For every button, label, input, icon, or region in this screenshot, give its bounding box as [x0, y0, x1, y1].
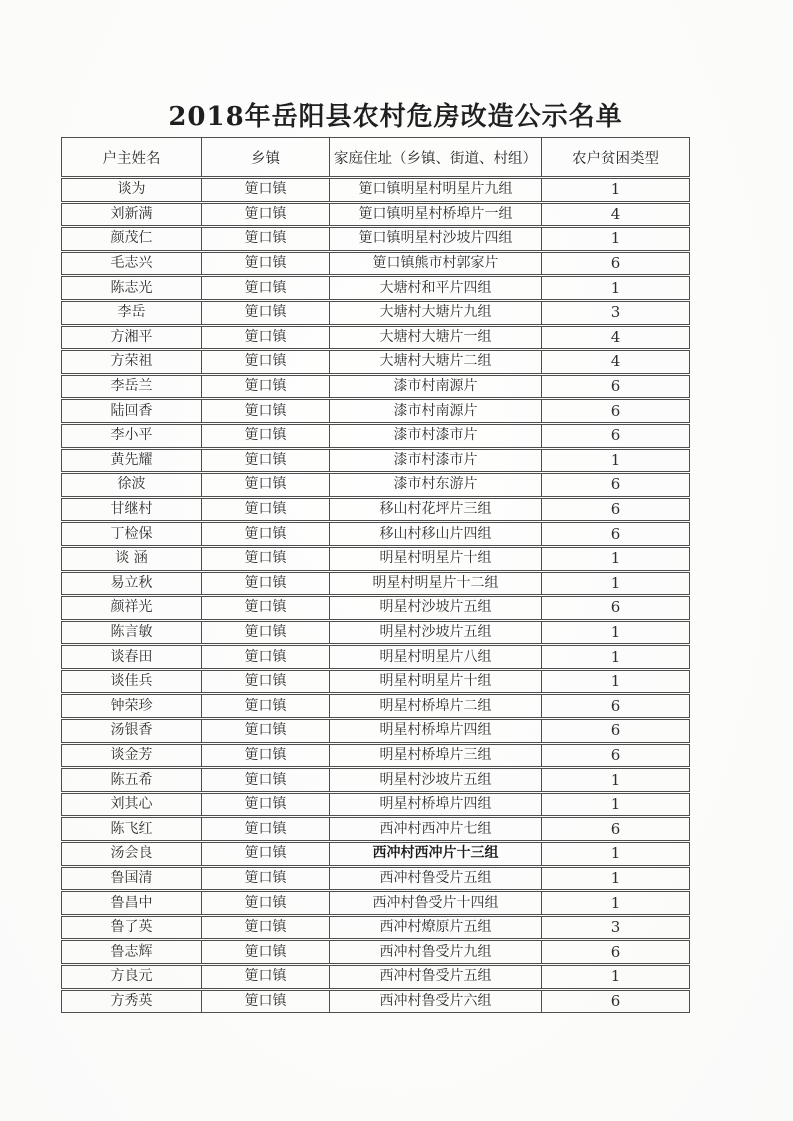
cell-town: 筻口镇 [202, 276, 330, 300]
cell-address: 明星村桥埠片二组 [330, 694, 542, 718]
cell-town: 筻口镇 [202, 227, 330, 251]
cell-name: 甘继村 [61, 498, 202, 522]
cell-town: 筻口镇 [202, 744, 330, 768]
cell-type: 6 [542, 473, 690, 497]
cell-name: 钟荣珍 [61, 694, 202, 718]
table-row [61, 473, 690, 497]
cell-name: 谈佳兵 [61, 670, 202, 694]
table-row [61, 252, 690, 276]
cell-town: 筻口镇 [202, 301, 330, 325]
cell-name: 陈飞红 [61, 817, 202, 841]
cell-town: 筻口镇 [202, 793, 330, 817]
table-row [61, 645, 690, 669]
cell-address: 移山村花坪片三组 [330, 498, 542, 522]
cell-name: 方湘平 [61, 326, 202, 350]
cell-address: 明星村明星片十二组 [330, 572, 542, 596]
cell-town: 筻口镇 [202, 326, 330, 350]
cell-address: 明星村明星片十组 [330, 670, 542, 694]
cell-address: 筻口镇熊市村郭家片 [330, 252, 542, 276]
cell-address: 明星村桥埠片四组 [330, 719, 542, 743]
table-row [61, 768, 690, 792]
cell-address: 大塘村大塘片九组 [330, 301, 542, 325]
cell-town: 筻口镇 [202, 350, 330, 374]
table-row [61, 203, 690, 227]
cell-town: 筻口镇 [202, 990, 330, 1014]
table-row [61, 596, 690, 620]
cell-address: 大塘村大塘片一组 [330, 326, 542, 350]
cell-address: 明星村沙坡片五组 [330, 621, 542, 645]
cell-address: 西冲村鲁受片五组 [330, 867, 542, 891]
table-row [61, 793, 690, 817]
cell-town: 筻口镇 [202, 916, 330, 940]
table-row [61, 178, 690, 202]
table-row [61, 301, 690, 325]
table-row [61, 670, 690, 694]
table-row [61, 326, 690, 350]
header-home-address: 家庭住址（乡镇、街道、村组） [330, 137, 542, 177]
cell-town: 筻口镇 [202, 178, 330, 202]
table-row [61, 449, 690, 473]
cell-type: 6 [542, 399, 690, 423]
cell-address: 筻口镇明星村明星片九组 [330, 178, 542, 202]
cell-type: 1 [542, 793, 690, 817]
table-row [61, 940, 690, 964]
cell-type: 1 [542, 645, 690, 669]
cell-town: 筻口镇 [202, 399, 330, 423]
cell-name: 鲁志辉 [61, 940, 202, 964]
cell-address: 明星村桥埠片三组 [330, 744, 542, 768]
table-row [61, 916, 690, 940]
header-householder-name: 户主姓名 [61, 137, 202, 177]
cell-address: 西冲村鲁受片五组 [330, 965, 542, 989]
cell-address: 漆市村漆市片 [330, 449, 542, 473]
cell-address: 筻口镇明星村桥埠片一组 [330, 203, 542, 227]
cell-address: 明星村桥埠片四组 [330, 793, 542, 817]
cell-type: 3 [542, 916, 690, 940]
cell-type: 6 [542, 424, 690, 448]
cell-town: 筻口镇 [202, 449, 330, 473]
cell-address: 西冲村鲁受片六组 [330, 990, 542, 1014]
header-township: 乡镇 [202, 137, 330, 177]
cell-type: 1 [542, 227, 690, 251]
cell-town: 筻口镇 [202, 473, 330, 497]
table-row [61, 842, 690, 866]
cell-name: 颜茂仁 [61, 227, 202, 251]
cell-town: 筻口镇 [202, 842, 330, 866]
cell-type: 6 [542, 719, 690, 743]
cell-town: 筻口镇 [202, 375, 330, 399]
cell-town: 筻口镇 [202, 547, 330, 571]
cell-type: 1 [542, 572, 690, 596]
cell-town: 筻口镇 [202, 498, 330, 522]
cell-name: 谈 涵 [61, 547, 202, 571]
cell-address: 移山村移山片四组 [330, 522, 542, 546]
cell-town: 筻口镇 [202, 572, 330, 596]
table-header-row [61, 137, 690, 177]
cell-type: 6 [542, 498, 690, 522]
cell-name: 方良元 [61, 965, 202, 989]
cell-name: 毛志兴 [61, 252, 202, 276]
cell-type: 6 [542, 596, 690, 620]
cell-type: 6 [542, 744, 690, 768]
cell-name: 鲁国清 [61, 867, 202, 891]
table-row [61, 891, 690, 915]
table-row [61, 375, 690, 399]
cell-name: 颜祥光 [61, 596, 202, 620]
cell-type: 1 [542, 621, 690, 645]
cell-type: 1 [542, 547, 690, 571]
cell-type: 1 [542, 768, 690, 792]
table-row [61, 744, 690, 768]
cell-name: 谈为 [61, 178, 202, 202]
table-row [61, 276, 690, 300]
cell-address: 漆市村东游片 [330, 473, 542, 497]
table-row [61, 522, 690, 546]
header-poverty-type: 农户贫困类型 [542, 137, 690, 177]
cell-address: 明星村沙坡片五组 [330, 768, 542, 792]
page-title: 2018年岳阳县农村危房改造公示名单 [168, 102, 623, 132]
cell-type: 6 [542, 817, 690, 841]
cell-type: 1 [542, 965, 690, 989]
cell-name: 谈春田 [61, 645, 202, 669]
cell-type: 1 [542, 178, 690, 202]
cell-name: 鲁昌中 [61, 891, 202, 915]
cell-name: 刘其心 [61, 793, 202, 817]
cell-name: 方荣祖 [61, 350, 202, 374]
cell-town: 筻口镇 [202, 621, 330, 645]
table-row [61, 498, 690, 522]
table-row [61, 965, 690, 989]
cell-name: 陈志光 [61, 276, 202, 300]
cell-address: 大塘村大塘片二组 [330, 350, 542, 374]
table-row [61, 424, 690, 448]
cell-name: 李小平 [61, 424, 202, 448]
cell-address: 漆市村南源片 [330, 399, 542, 423]
table-row [61, 547, 690, 571]
cell-town: 筻口镇 [202, 596, 330, 620]
cell-name: 黄先耀 [61, 449, 202, 473]
cell-town: 筻口镇 [202, 645, 330, 669]
cell-address: 西冲村西冲片十三组 [330, 842, 542, 866]
cell-name: 方秀英 [61, 990, 202, 1014]
cell-address: 漆市村漆市片 [330, 424, 542, 448]
table-row [61, 719, 690, 743]
cell-address: 明星村明星片十组 [330, 547, 542, 571]
cell-town: 筻口镇 [202, 252, 330, 276]
cell-address: 西冲村鲁受片九组 [330, 940, 542, 964]
cell-town: 筻口镇 [202, 670, 330, 694]
cell-address: 筻口镇明星村沙坡片四组 [330, 227, 542, 251]
table-row [61, 350, 690, 374]
cell-type: 3 [542, 301, 690, 325]
table-row [61, 399, 690, 423]
cell-type: 6 [542, 694, 690, 718]
cell-type: 4 [542, 203, 690, 227]
cell-address: 大塘村和平片四组 [330, 276, 542, 300]
table-row [61, 990, 690, 1014]
cell-name: 丁检保 [61, 522, 202, 546]
cell-name: 李岳 [61, 301, 202, 325]
cell-town: 筻口镇 [202, 940, 330, 964]
cell-type: 1 [542, 891, 690, 915]
cell-type: 4 [542, 326, 690, 350]
table-body [61, 178, 690, 1013]
cell-name: 汤会良 [61, 842, 202, 866]
cell-name: 陈言敏 [61, 621, 202, 645]
cell-town: 筻口镇 [202, 965, 330, 989]
cell-name: 陆回香 [61, 399, 202, 423]
cell-address: 西冲村鲁受片十四组 [330, 891, 542, 915]
cell-type: 1 [542, 867, 690, 891]
cell-name: 谈金芳 [61, 744, 202, 768]
cell-name: 刘新满 [61, 203, 202, 227]
table-row [61, 694, 690, 718]
cell-address: 西冲村燎原片五组 [330, 916, 542, 940]
cell-type: 1 [542, 670, 690, 694]
cell-town: 筻口镇 [202, 891, 330, 915]
cell-address: 明星村沙坡片五组 [330, 596, 542, 620]
cell-town: 筻口镇 [202, 522, 330, 546]
cell-town: 筻口镇 [202, 867, 330, 891]
cell-type: 1 [542, 842, 690, 866]
cell-town: 筻口镇 [202, 768, 330, 792]
cell-town: 筻口镇 [202, 719, 330, 743]
cell-type: 6 [542, 375, 690, 399]
cell-type: 1 [542, 449, 690, 473]
cell-address: 漆市村南源片 [330, 375, 542, 399]
cell-name: 陈五希 [61, 768, 202, 792]
cell-town: 筻口镇 [202, 424, 330, 448]
cell-name: 易立秋 [61, 572, 202, 596]
cell-name: 鲁了英 [61, 916, 202, 940]
cell-type: 6 [542, 940, 690, 964]
cell-town: 筻口镇 [202, 203, 330, 227]
table-row [61, 867, 690, 891]
cell-name: 汤银香 [61, 719, 202, 743]
cell-type: 6 [542, 990, 690, 1014]
cell-type: 6 [542, 252, 690, 276]
cell-type: 1 [542, 276, 690, 300]
cell-type: 4 [542, 350, 690, 374]
table-row [61, 621, 690, 645]
cell-address: 明星村明星片八组 [330, 645, 542, 669]
housing-renovation-table [61, 136, 690, 1014]
table-row [61, 572, 690, 596]
cell-type: 6 [542, 522, 690, 546]
cell-town: 筻口镇 [202, 817, 330, 841]
cell-name: 李岳兰 [61, 375, 202, 399]
cell-town: 筻口镇 [202, 694, 330, 718]
table-row [61, 817, 690, 841]
table-row [61, 227, 690, 251]
cell-name: 徐波 [61, 473, 202, 497]
cell-address: 西冲村西冲片七组 [330, 817, 542, 841]
